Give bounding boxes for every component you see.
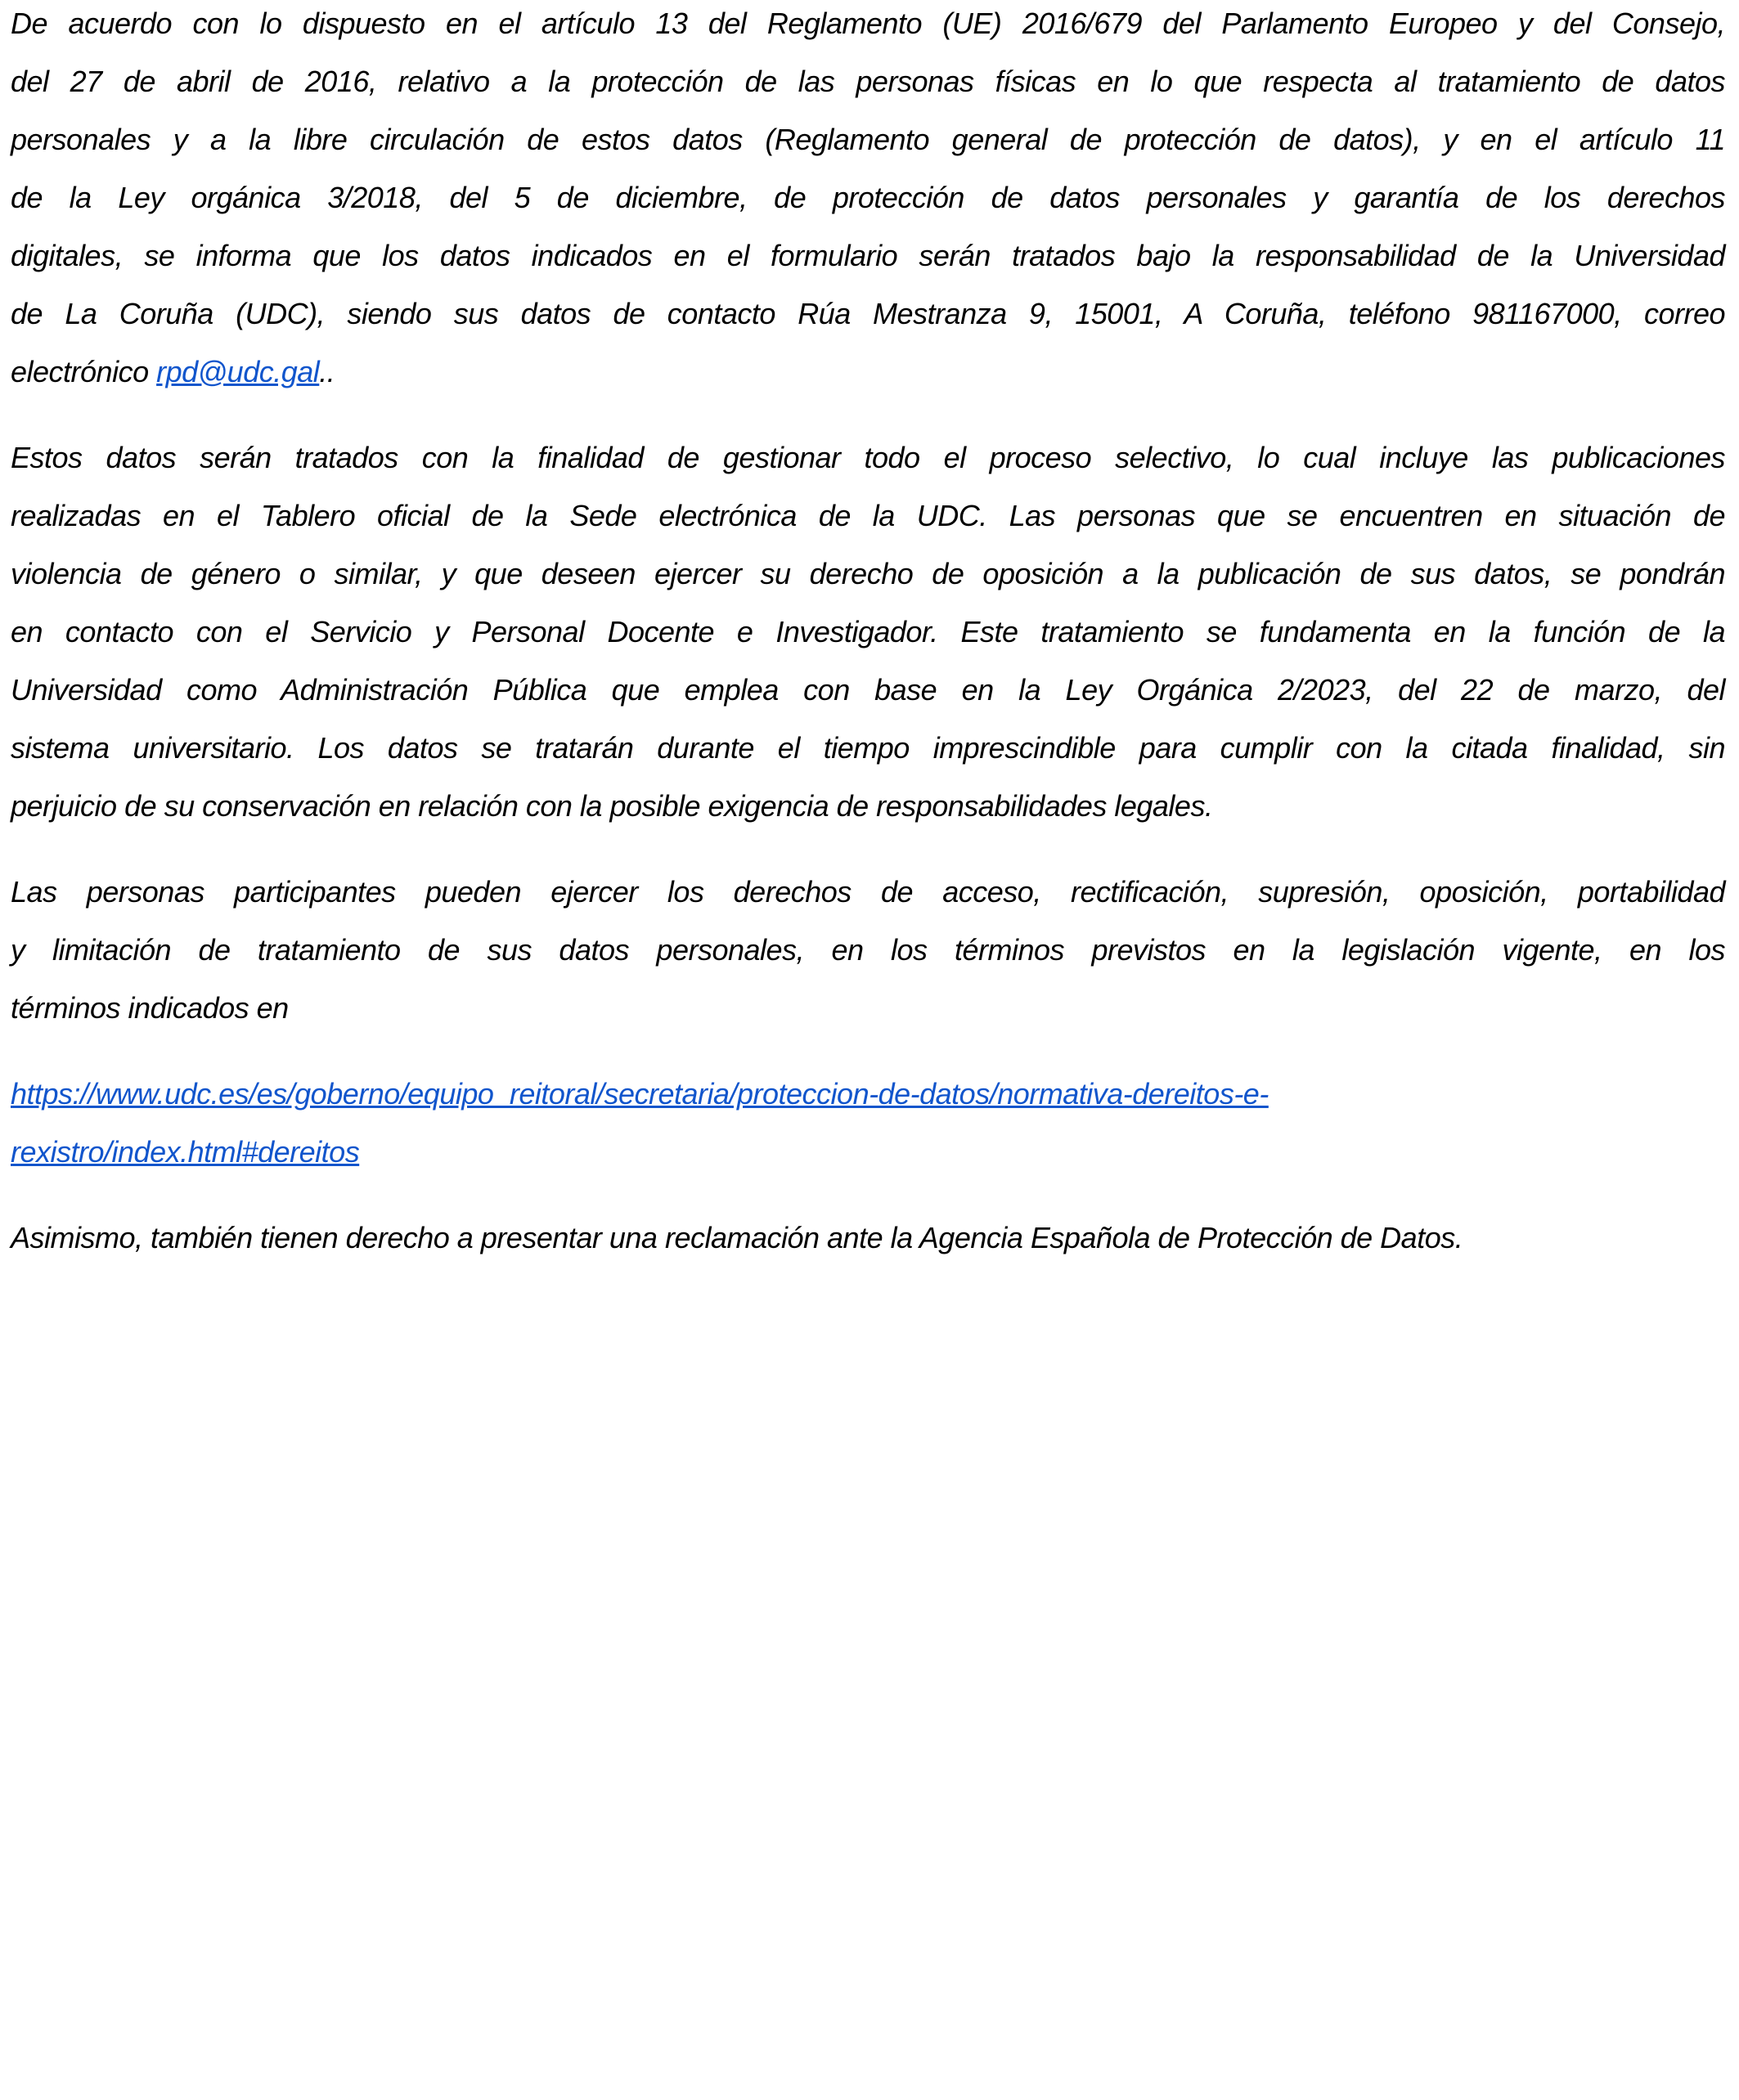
paragraph-purpose (11, 429, 1725, 835)
text-line: violencia de género o similar, y que deseen ejercer su derecho de oposición a la publicación de sus datos, se pondrán (11, 557, 1725, 590)
paragraph-complaint (11, 1209, 1725, 1267)
text-line (11, 343, 1725, 401)
text-line: Las personas participantes pueden ejercer los derechos de acceso, rectificación, supresión, oposición, portabilidad (11, 875, 1725, 909)
paragraph-data-controller (11, 0, 1725, 401)
text-line: De acuerdo con lo dispuesto en el artículo 13 del Reglamento (UE) 2016/679 del Parlamento Europeo y del Consejo, (11, 7, 1725, 40)
privacy-notice-document (11, 0, 1725, 1295)
email-link[interactable]: rpd@udc.gal (156, 355, 320, 388)
rights-url-link[interactable]: https://www.udc.es/es/goberno/equipo_reitoral/secretaria/proteccion-de-datos/normativa-dereitos-e- (11, 1077, 1269, 1111)
text-line: digitales, se informa que los datos indicados en el formulario serán tratados bajo la responsabilidad de la Universidad (11, 239, 1725, 272)
paragraph-rights-link (11, 1065, 1725, 1181)
link-line (11, 1065, 1725, 1123)
text-line: personales y a la libre circulación de estos datos (Reglamento general de protección de datos), y en el artículo 11 (11, 123, 1725, 156)
text-line: Estos datos serán tratados con la finalidad de gestionar todo el proceso selectivo, lo cual incluye las publicaciones (11, 441, 1725, 474)
rights-url-link-continued[interactable]: rexistro/index.html#dereitos (11, 1135, 360, 1169)
link-line (11, 1123, 1725, 1181)
text-line: realizadas en el Tablero oficial de la Sede electrónica de la UDC. Las personas que se encuentren en situación de (11, 499, 1725, 532)
text-line: de la Ley orgánica 3/2018, del 5 de diciembre, de protección de datos personales y garantía de los derechos (11, 181, 1725, 214)
text-line: sistema universitario. Los datos se tratarán durante el tiempo imprescindible para cumplir con la citada finalidad, sin (11, 731, 1725, 765)
text-line: Asimismo, también tienen derecho a presentar una reclamación ante la Agencia Española de Protección de Datos. (11, 1221, 1463, 1254)
text: electrónico (11, 355, 157, 388)
text-line: perjuicio de su conservación en relación con la posible exigencia de responsabilidades legales. (11, 789, 1213, 823)
text-line: del 27 de abril de 2016, relativo a la protección de las personas físicas en lo que respecta al tratamiento de datos (11, 65, 1725, 98)
paragraph-rights (11, 863, 1725, 1037)
text-line: términos indicados en (11, 991, 289, 1025)
text-line: y limitación de tratamiento de sus datos personales, en los términos previstos en la legislación vigente, en los (11, 933, 1725, 967)
text-line: de La Coruña (UDC), siendo sus datos de contacto Rúa Mestranza 9, 15001, A Coruña, teléfono 981167000, correo (11, 297, 1725, 330)
text-line: Universidad como Administración Pública que emplea con base en la Ley Orgánica 2/2023, del 22 de marzo, del (11, 673, 1725, 707)
text: .. (319, 355, 335, 388)
text-line: en contacto con el Servicio y Personal Docente e Investigador. Este tratamiento se fundamenta en la función de la (11, 615, 1725, 648)
